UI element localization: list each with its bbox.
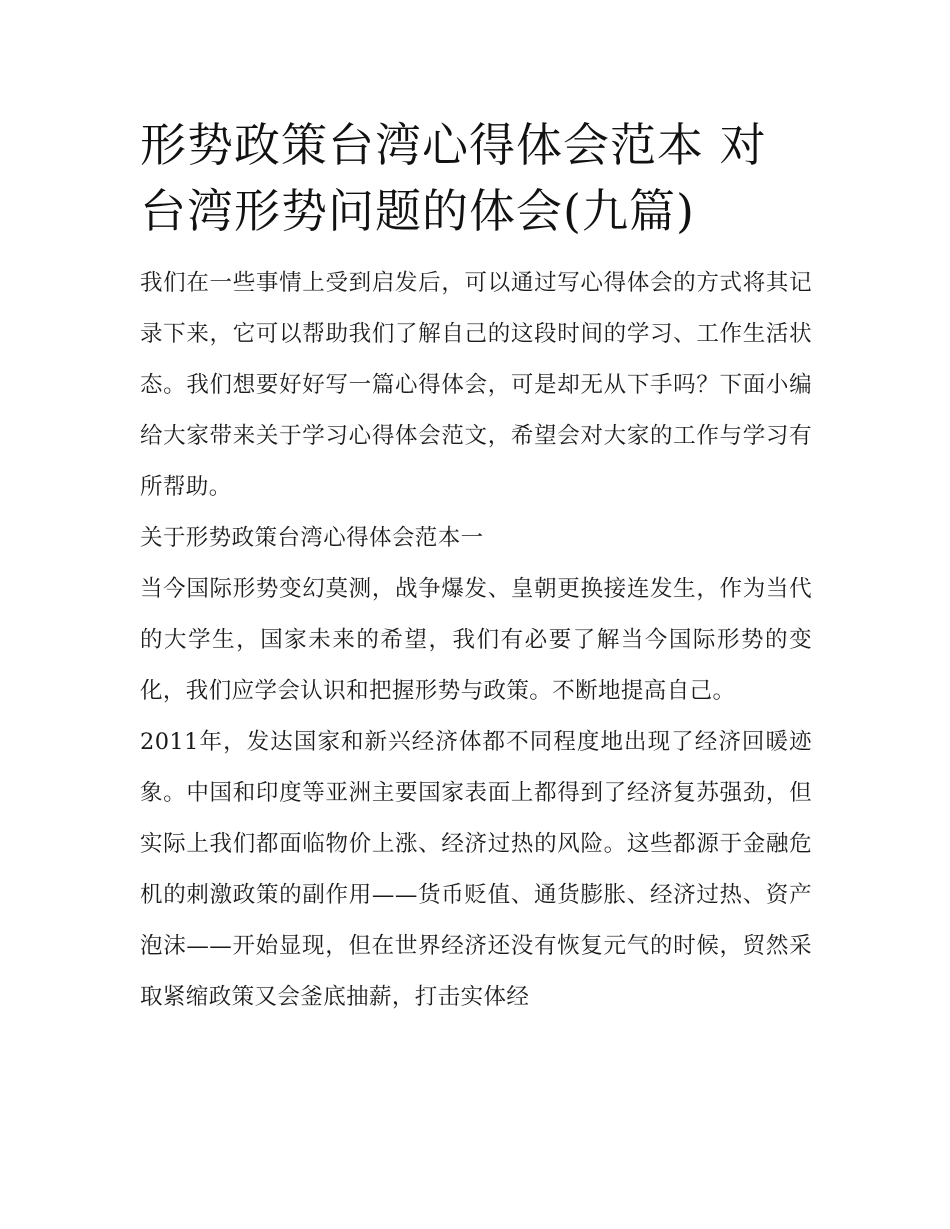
intro-paragraph: 我们在一些事情上受到启发后，可以通过写心得体会的方式将其记录下来，它可以帮助我们了解自己的这段时间的学习、工作生活状态。我们想要好好写一篇心得体会，可是却无从下手吗？下面小编给大家带来关于学习心得体会范文，希望会对大家的工作与学习有所帮助。: [140, 270, 812, 500]
document-body: [140, 258, 812, 1023]
document-title: 形势政策台湾心得体会范本 对台湾形势问题的体会(九篇): [140, 118, 767, 238]
body-paragraph: 2011年，发达国家和新兴经济体都不同程度地出现了经济回暖迹象。中国和印度等亚洲主要国家表面上都得到了经济复苏强劲，但实际上我们都面临物价上涨、经济过热的风险。这些都源于金融危机的刺激政策的副作用——货币贬值、通货膨胀、经济过热、资产泡沫——开始显现，但在世界经济还没有恢复元气的时候，贸然采取紧缩政策又会釜底抽薪，打击实体经: [140, 729, 812, 1010]
document-page: [140, 112, 812, 1023]
section-heading: 关于形势政策台湾心得体会范本一: [140, 525, 484, 551]
body-paragraph: 当今国际形势变幻莫测，战争爆发、皇朝更换接连发生，作为当代的大学生，国家未来的希望，我们有必要了解当今国际形势的变化，我们应学会认识和把握形势与政策。不断地提高自己。: [140, 576, 812, 704]
